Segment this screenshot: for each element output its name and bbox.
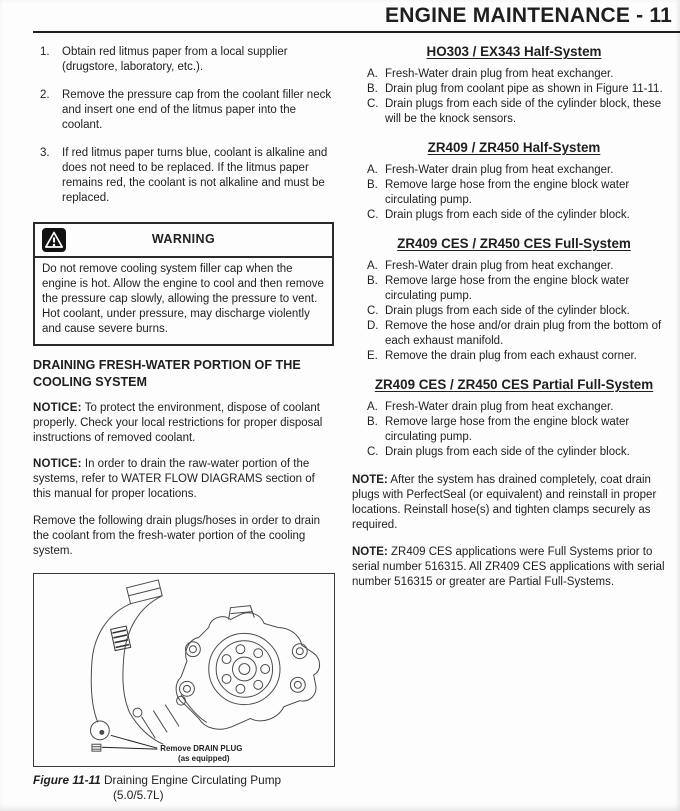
item-letter: B.: [367, 83, 378, 95]
notice-label: NOTICE:: [33, 402, 82, 414]
note-text: ZR409 CES applications were Full Systems prior to serial number 516315. All ZR409 CES applications with serial number 516315 or greater are Partial Full-Systems.: [352, 546, 665, 588]
step-number: 2.: [40, 89, 50, 101]
step-number: 3.: [40, 147, 50, 159]
item-letter: B.: [367, 275, 378, 287]
system-heading: ZR409 CES / ZR450 CES Partial Full-System: [374, 377, 654, 392]
system-heading: ZR409 CES / ZR450 CES Full-System: [397, 236, 631, 251]
item-text: Fresh-Water drain plug from heat exchanger.: [385, 401, 614, 413]
list-item: [352, 274, 676, 304]
system-heading: HO303 / EX343 Half-System: [426, 44, 602, 59]
note-label: NOTE:: [352, 546, 388, 558]
list-item: [352, 178, 676, 208]
warning-header: [35, 224, 332, 258]
item-letter: C.: [367, 305, 379, 317]
list-item: [352, 304, 676, 319]
list-item: [352, 67, 676, 82]
section-heading: DRAINING FRESH-WATER PORTION OF THE COOLING SYSTEM: [33, 358, 301, 389]
list-item: [352, 319, 676, 349]
numbered-steps: [33, 45, 334, 206]
header-rule: [33, 31, 680, 33]
item-letter: E.: [367, 350, 378, 362]
item-text: Fresh-Water drain plug from heat exchanger.: [385, 68, 614, 80]
list-item: [352, 163, 676, 178]
left-column: [33, 45, 334, 803]
list-item: [352, 349, 676, 364]
step-text: If red litmus paper turns blue, coolant is alkaline and does not need to be replaced. If the litmus paper remains red, the coolant is not alkaline and must be replaced.: [62, 147, 328, 204]
item-letter: C.: [367, 98, 379, 110]
figure-caption: [33, 773, 334, 803]
item-letter: C.: [367, 209, 379, 221]
item-letter: A.: [367, 68, 378, 80]
notice-text: In order to drain the raw-water portion of the systems, refer to WATER FLOW DIAGRAMS section of this manual for proper locations.: [33, 458, 315, 500]
right-column: [352, 44, 676, 590]
list-item: [352, 97, 676, 127]
list-item: [352, 400, 676, 415]
item-letter: B.: [367, 179, 378, 191]
notice-label: NOTICE:: [33, 458, 82, 470]
item-letter: A.: [367, 164, 378, 176]
item-text: Drain plug from coolant pipe as shown in Figure 11-11.: [385, 83, 663, 95]
step-text: Remove the pressure cap from the coolant filler neck and insert one end of the litmus paper into the coolant.: [62, 89, 332, 131]
system-heading: ZR409 / ZR450 Half-System: [427, 140, 601, 155]
numbered-step: [33, 88, 334, 133]
note-paragraph: [352, 473, 676, 533]
numbered-step: [33, 146, 334, 206]
item-text: Remove the drain plug from each exhaust corner.: [385, 350, 637, 362]
item-text: Fresh-Water drain plug from heat exchanger.: [385, 260, 614, 272]
figure-caption-line2: (5.0/5.7L): [113, 788, 164, 802]
item-text: Drain plugs from each side of the cylinder block, these will be the knock sensors.: [385, 98, 662, 125]
note-paragraph: [352, 545, 676, 590]
list-item: [352, 445, 676, 460]
item-text: Remove large hose from the engine block water circulating pump.: [385, 275, 630, 302]
item-text: Fresh-Water drain plug from heat exchanger.: [385, 164, 614, 176]
notice-paragraph: [33, 457, 334, 502]
list-item: [352, 82, 676, 97]
item-letter: A.: [367, 260, 378, 272]
figure-callout-line1: Remove DRAIN PLUG: [160, 744, 243, 754]
figure-box: [33, 573, 335, 767]
system-section: [352, 377, 676, 460]
item-letter: B.: [367, 416, 378, 428]
step-number: 1.: [40, 46, 50, 58]
list-item: [352, 208, 676, 223]
item-text: Drain plugs from each side of the cylinder block.: [385, 305, 630, 317]
engine-pump-figure: [34, 574, 334, 766]
item-text: Drain plugs from each side of the cylinder block.: [385, 209, 630, 221]
item-letter: A.: [367, 401, 378, 413]
item-text: Remove large hose from the engine block water circulating pump.: [385, 416, 630, 443]
figure-caption-label: Figure 11-11: [33, 773, 101, 787]
notice-paragraph: [33, 401, 334, 446]
item-text: Remove the hose and/or drain plug from the bottom of each exhaust manifold.: [385, 320, 662, 347]
item-letter: D.: [367, 320, 379, 332]
system-section: [352, 236, 676, 364]
note-label: NOTE:: [352, 474, 388, 486]
warning-body-text: Do not remove cooling system filler cap when the engine is hot. Allow the engine to cool and then remove the pressure cap slowly, allowing the pressure to vent. Hot coolant, under pressure, may discharge violently and cause severe burns.: [42, 263, 324, 335]
notice-text: To protect the environment, dispose of coolant properly. Check your local restrictions for proper disposal instructions of removed coolant.: [33, 402, 323, 444]
note-text: After the system has drained completely, coat drain plugs with PerfectSeal (or equivalent) and reinstall in proper locations. Reinstall hose(s) and tighten clamps securely as required.: [352, 474, 657, 531]
item-text: Remove large hose from the engine block water circulating pump.: [385, 179, 630, 206]
numbered-step: [33, 45, 334, 75]
warning-title: WARNING: [151, 232, 216, 246]
item-text: Drain plugs from each side of the cylinder block.: [385, 446, 630, 458]
page-title: ENGINE MAINTENANCE - 11: [385, 4, 672, 27]
figure-caption-text: Draining Engine Circulating Pump: [104, 773, 282, 787]
item-letter: C.: [367, 446, 379, 458]
step-text: Obtain red litmus paper from a local supplier (drugstore, laboratory, etc.).: [62, 46, 288, 73]
system-section: [352, 44, 676, 127]
body-paragraph: Remove the following drain plugs/hoses in order to drain the coolant from the fresh-water portion of the cooling system.: [33, 515, 321, 557]
figure-callout-line2: (as equipped): [178, 754, 230, 764]
list-item: [352, 259, 676, 274]
warning-box: [33, 222, 334, 346]
list-item: [352, 415, 676, 445]
system-section: [352, 140, 676, 223]
